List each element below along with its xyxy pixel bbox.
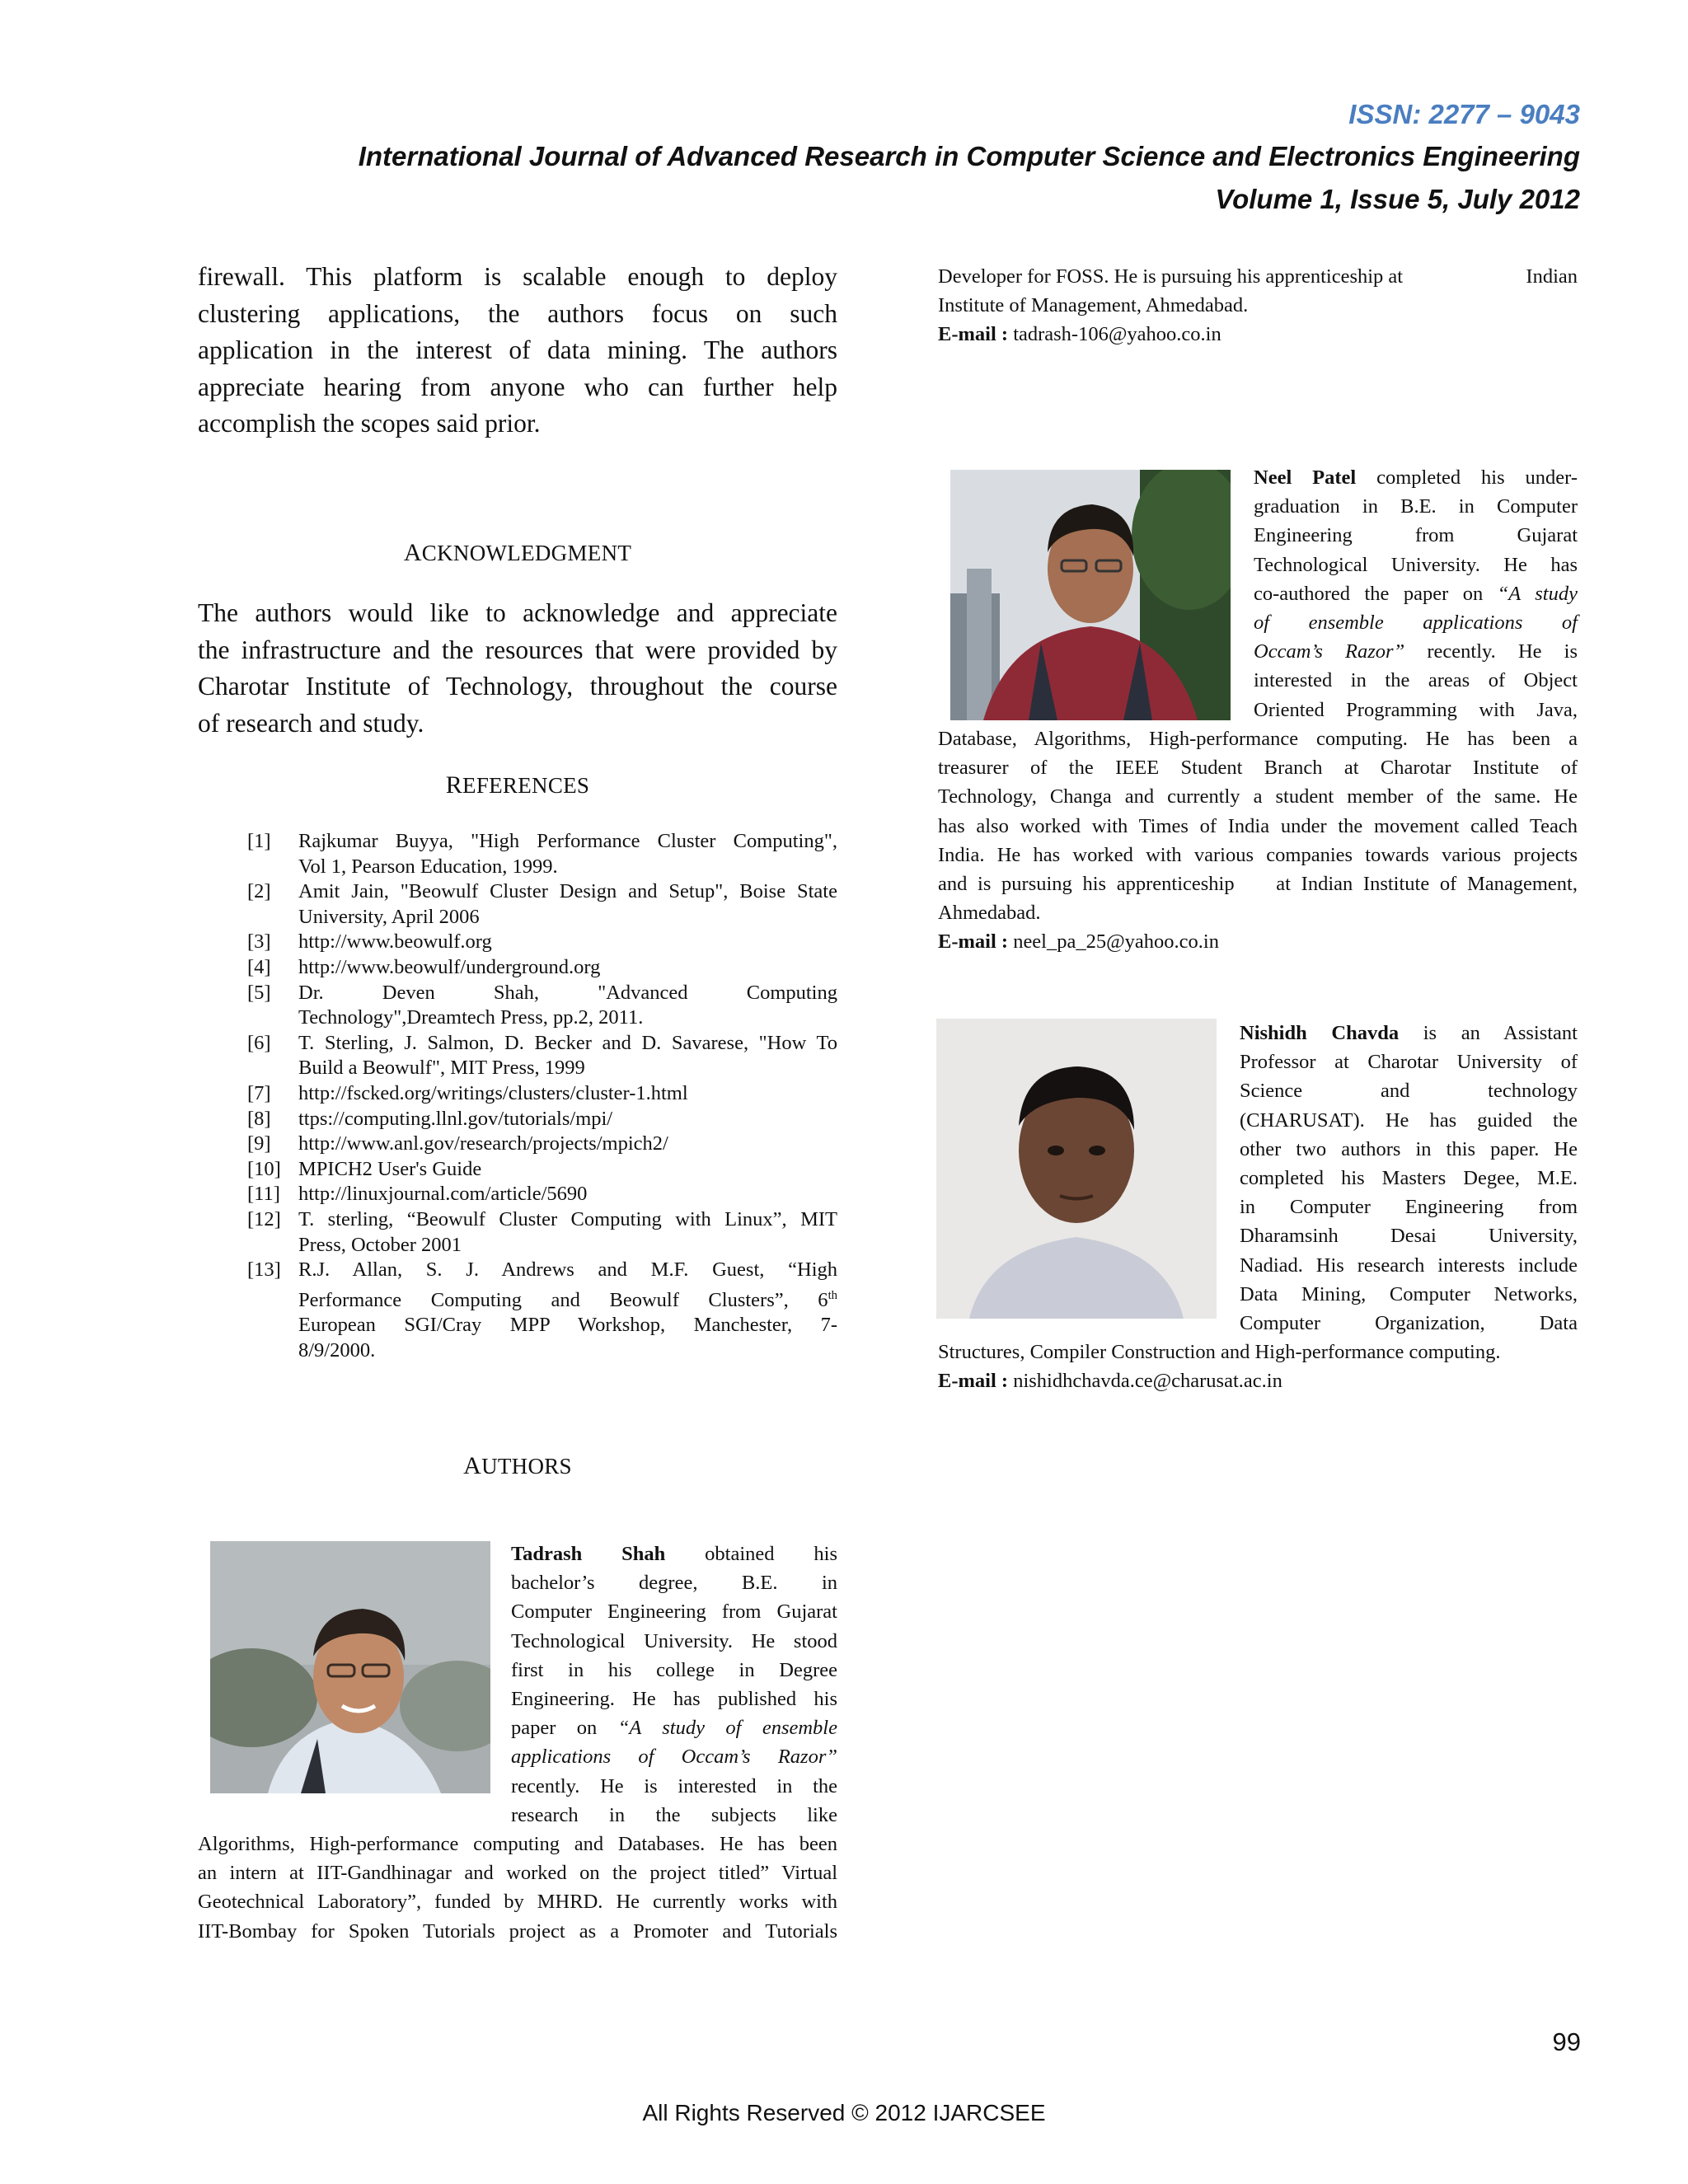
email-address: tadrash-106@yahoo.co.in [1013, 323, 1221, 346]
author-name: Tadrash Shah [511, 1543, 666, 1565]
reference-line: University, April 2006 [298, 905, 480, 928]
reference-text [298, 930, 837, 955]
reference-number: [10] [247, 1157, 281, 1180]
email-label: E-mail : [938, 1370, 1009, 1393]
text-line: appreciate hearing from anyone who can further help [198, 372, 837, 401]
email-address: neel_pa_25@yahoo.co.in [1013, 930, 1219, 954]
authors-heading: AUTHORS [463, 1452, 572, 1479]
text-line: The authors would like to acknowledge and appreciate [198, 598, 837, 627]
reference-number: [7] [247, 1081, 271, 1104]
journal-volume: Volume 1, Issue 5, July 2012 [1215, 184, 1580, 214]
text-line: the infrastructure and the resources that were provided by [198, 635, 837, 664]
reference-line: ttps://computing.llnl.gov/tutorials/mpi/ [298, 1107, 613, 1130]
reference-text [298, 1182, 837, 1207]
reference-number: [8] [247, 1107, 271, 1130]
reference-text [298, 829, 837, 879]
reference-line: T. sterling, “Beowulf Cluster Computing with Linux”, MIT [298, 1207, 837, 1230]
reference-item [247, 1182, 837, 1207]
reference-number: [3] [247, 930, 271, 954]
text-line: clustering applications, the authors focus on such [198, 298, 837, 328]
nishidh-bio-full: Structures, Compiler Construction and High-performance computing. E-mail : nishidhchavda.ce@charusat.ac.in [938, 1341, 1501, 1393]
references-heading: REFERENCES [445, 771, 590, 799]
issn-label: ISSN: 2277 – 9043 [1348, 99, 1580, 129]
reference-item [247, 1207, 837, 1258]
reference-number: [9] [247, 1132, 271, 1155]
reference-item [247, 955, 837, 981]
reference-text [298, 1081, 837, 1107]
reference-text [298, 1031, 837, 1081]
reference-item [247, 1031, 837, 1081]
reference-item [247, 930, 837, 955]
reference-text [298, 1258, 837, 1364]
reference-line: http://www.anl.gov/research/projects/mpich2/ [298, 1132, 668, 1155]
reference-line: Press, October 2001 [298, 1233, 462, 1256]
copyright-footer: All Rights Reserved © 2012 IJARCSEE [642, 2100, 1046, 2125]
reference-item [247, 1157, 837, 1183]
reference-text [298, 1157, 837, 1183]
reference-number: [11] [247, 1183, 280, 1206]
reference-line: Vol 1, Pearson Education, 1999. [298, 855, 558, 878]
email-address: nishidhchavda.ce@charusat.ac.in [1013, 1370, 1282, 1393]
paper-title-italic: “A study of ensemble [617, 1717, 837, 1740]
author-photo-nishidh [936, 1019, 1217, 1319]
author-photo-neel [950, 470, 1231, 720]
reference-line: http://www.beowulf/underground.org [298, 955, 601, 978]
author-name: Nishidh Chavda [1240, 1022, 1400, 1044]
acknowledgment-paragraph [198, 595, 837, 742]
reference-number: [2] [247, 880, 271, 903]
reference-line: European SGI/Cray MPP Workshop, Manchester, 7- [298, 1314, 837, 1337]
reference-number: [6] [247, 1031, 271, 1054]
reference-line: Amit Jain, "Beowulf Cluster Design and Setup", Boise State [298, 880, 837, 903]
author-photo-tadrash [210, 1541, 490, 1793]
acknowledgment-heading: ACKNOWLEDGMENT [403, 539, 632, 566]
reference-item [247, 879, 837, 930]
journal-title: International Journal of Advanced Research in Computer Science and Electronics Engineering [358, 141, 1580, 171]
reference-line: Performance Computing and Beowulf Clusters”, 6th [298, 1288, 837, 1311]
reference-line: 8/9/2000. [298, 1339, 376, 1362]
email-label: E-mail : [938, 930, 1009, 954]
tadrash-bio-side: Tadrash Shah obtained his bachelor’s degree, B.E. in Computer Engineering from Gujarat Technological University. He stood first in his college in Degree Engineering. He has published his paper on “A study of ensemble applications of Occam’s Razor” recently. He is interested in the research in the subjects like [511, 1543, 837, 1826]
text-line: of research and study. [198, 708, 424, 738]
text-line: accomplish the scopes said prior. [198, 409, 541, 438]
reference-line: MPICH2 User's Guide [298, 1157, 482, 1180]
neel-bio-full: Database, Algorithms, High-performance computing. He has been a treasurer of the IEEE Student Branch at Charotar Institute of Technology, Changa and currently a student member of the same. He has also worked with Times of India under the movement called Teach India. He has worked with various companies towards various projects and is pursuing his apprenticeship at Indian Institute of Management, Ahmedabad. E-mail : neel_pa_25@yahoo.co.in [938, 728, 1578, 954]
reference-line: T. Sterling, J. Salmon, D. Becker and D. Savarese, "How To [298, 1031, 837, 1054]
reference-line: http://linuxjournal.com/article/5690 [298, 1183, 588, 1206]
reference-line: http://www.beowulf.org [298, 930, 492, 954]
intro-paragraph [198, 259, 837, 443]
reference-number: [12] [247, 1207, 281, 1230]
reference-item [247, 981, 837, 1031]
reference-item [247, 1107, 837, 1132]
reference-number: [1] [247, 830, 271, 852]
reference-line: http://fscked.org/writings/clusters/cluster-1.html [298, 1081, 688, 1104]
nishidh-bio-side: Nishidh Chavda is an Assistant Professor at Charotar University of Science and technology (CHARUSAT). He has guided the other two authors in this paper. He completed his Masters Degee, M.E. in Computer Engineering from Dharamsinh Desai University, Nadiad. His research interests include Data Mining, Computer Networks, Computer Organization, Data [1240, 1022, 1578, 1335]
reference-line: R.J. Allan, S. J. Andrews and M.F. Guest, “High [298, 1258, 837, 1282]
reference-number: [5] [247, 981, 271, 1004]
reference-item [247, 829, 837, 879]
reference-text [298, 1107, 837, 1132]
reference-text [298, 879, 837, 930]
reference-number: [4] [247, 955, 271, 978]
reference-item [247, 1132, 837, 1157]
tadrash-bio-continued: Developer for FOSS. He is pursuing his apprenticeship at Indian Institute of Management, Ahmedabad. E-mail : tadrash-106@yahoo.co.in [938, 265, 1578, 346]
reference-text [298, 955, 837, 981]
references-list [247, 829, 837, 1364]
paper-title-italic: “A study [1497, 582, 1578, 605]
text-line: firewall. This platform is scalable enough to deploy [198, 262, 837, 291]
reference-line: Build a Beowulf", MIT Press, 1999 [298, 1057, 585, 1080]
author-name: Neel Patel [1254, 466, 1357, 489]
text-line: Charotar Institute of Technology, throughout the course [198, 672, 837, 701]
page-number: 99 [1552, 2027, 1581, 2056]
reference-text [298, 1207, 837, 1258]
reference-number: [13] [247, 1258, 281, 1282]
reference-line: Dr. Deven Shah, "Advanced Computing [298, 981, 837, 1004]
reference-item [247, 1258, 837, 1364]
text-line: application in the interest of data mining. The authors [198, 335, 837, 364]
neel-bio-side: Neel Patel completed his under- graduation in B.E. in Computer Engineering from Gujarat Technological University. He has co-authored the paper on “A study of ensemble applications of Occam’s Razor” recently. He is interested in the areas of Object Oriented Programming with Java, [1254, 466, 1578, 721]
reference-item [247, 1081, 837, 1107]
reference-line: Rajkumar Buyya, "High Performance Cluster Computing", [298, 830, 837, 852]
reference-text [298, 981, 837, 1031]
reference-text [298, 1132, 837, 1157]
email-label: E-mail : [938, 323, 1009, 346]
reference-line: Technology",Dreamtech Press, pp.2, 2011. [298, 1006, 644, 1029]
tadrash-bio-full: Algorithms, High-performance computing and Databases. He has been an intern at IIT-Gandhinagar and worked on the project titled” Virtual Geotechnical Laboratory”, funded by MHRD. He currently works with IIT-Bombay for Spoken Tutorials project as a Promoter and Tutorials [198, 1833, 837, 1943]
